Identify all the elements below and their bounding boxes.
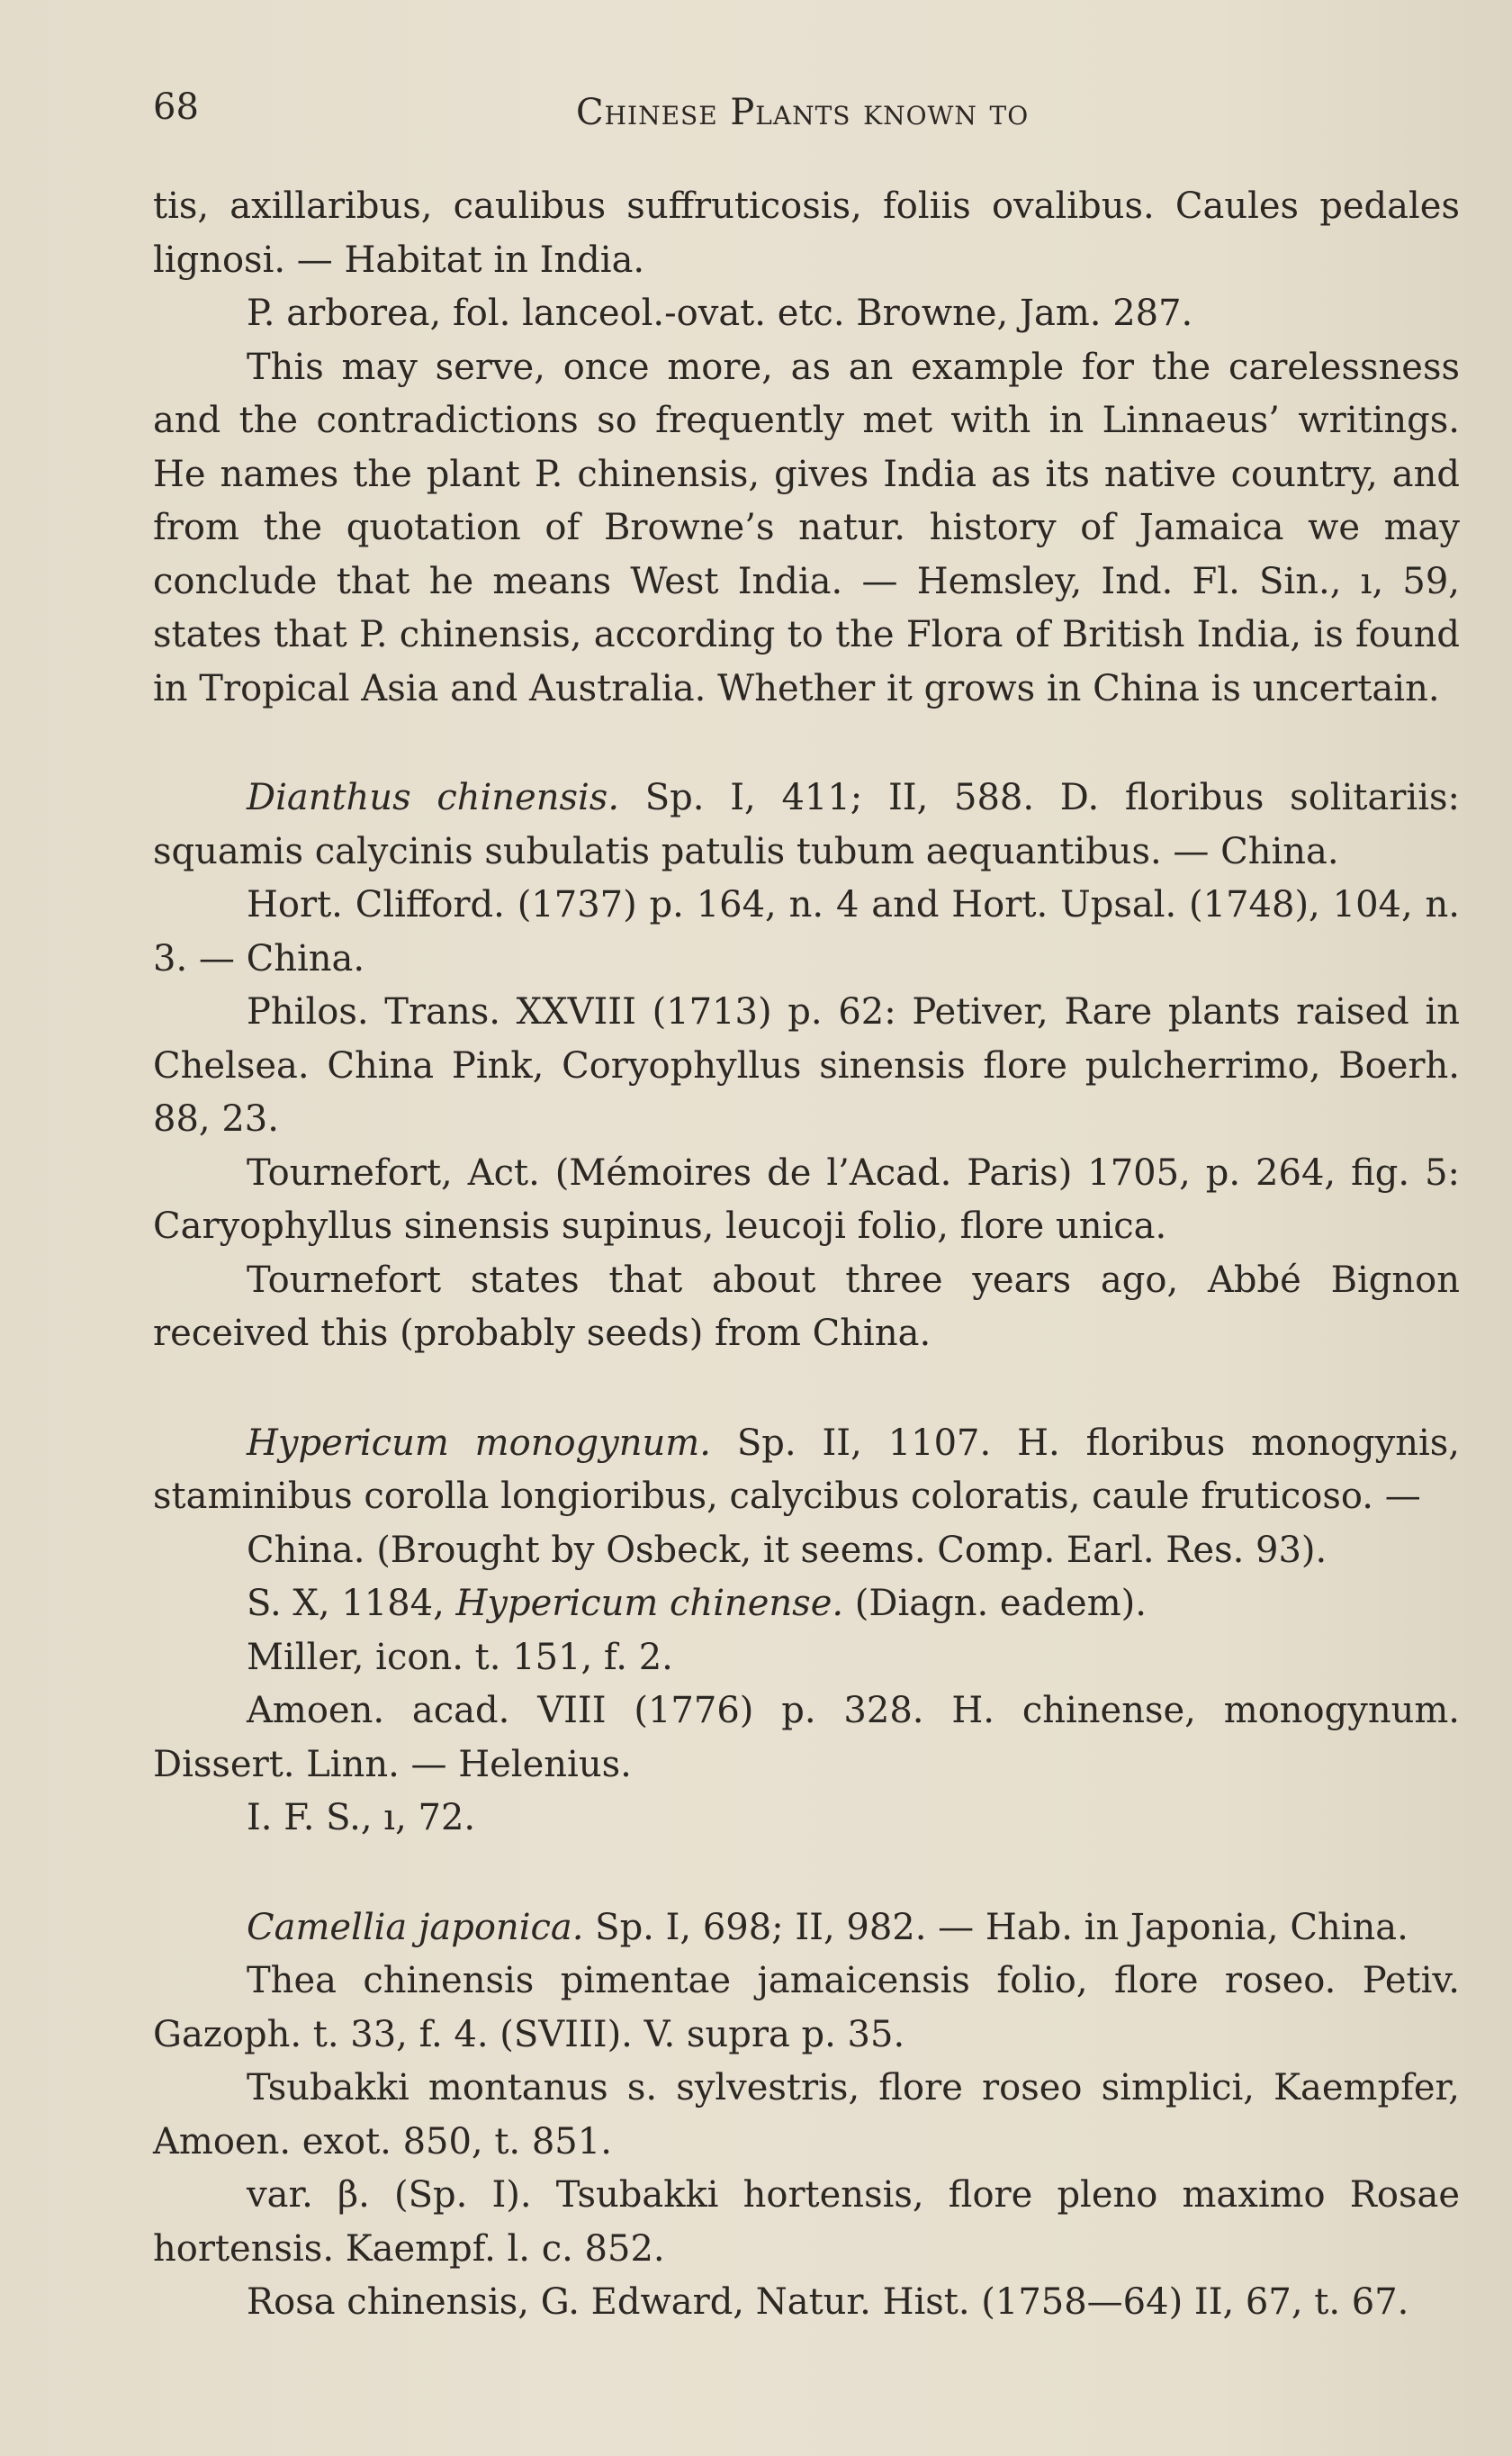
paragraph xyxy=(153,1792,1460,1846)
paragraph xyxy=(153,772,1460,879)
paragraph xyxy=(153,2062,1460,2169)
paragraph-text: I. F. S., ı, 72. xyxy=(247,1797,476,1838)
paragraph xyxy=(153,1524,1460,1578)
paragraph xyxy=(153,1417,1460,1524)
paragraph xyxy=(153,1684,1460,1792)
paragraph-text: Miller, icon. t. 151, f. 2. xyxy=(247,1636,673,1678)
page-header xyxy=(153,86,1458,140)
paragraph-text: Tournefort states that about three years ago, Abbé Bignon received this (probably seeds) from China. xyxy=(153,1259,1460,1354)
section-gap xyxy=(153,716,1460,772)
paragraph xyxy=(153,879,1460,986)
paragraph-text: Sp. II, 1107. H. floribus monogynis, staminibus corolla longioribus, calycibus coloratis, caule fruticoso. — xyxy=(153,1422,1460,1517)
paragraph xyxy=(153,1577,1460,1631)
species-name: Camellia japonica. xyxy=(247,1906,584,1948)
species-name: Hypericum monogynum. xyxy=(247,1422,711,1464)
citation-prefix: S. X, 1184, xyxy=(247,1583,456,1624)
paragraph-text: China. (Brought by Osbeck, it seems. Comp. Earl. Res. 93). xyxy=(247,1529,1328,1571)
paragraph xyxy=(153,341,1460,717)
entry-section xyxy=(153,1417,1460,1846)
paragraph xyxy=(153,1147,1460,1254)
paragraph xyxy=(153,287,1460,341)
entry-section xyxy=(153,772,1460,1361)
paragraph-text: Tournefort, Act. (Mémoires de l’Acad. Paris) 1705, p. 264, fig. 5: Caryophyllus sinensis supinus, leucoji folio, flore unica. xyxy=(153,1151,1460,1247)
paragraph-text: Thea chinensis pimentae jamaicensis folio, flore roseo. Petiv. Gazoph. t. 33, f. 4. (SVIII). V. supra p. 35. xyxy=(153,1960,1460,2055)
paragraph-text: tis, axillaribus, caulibus suffruticosis, foliis ovalibus. Caules pedales lignosi. — Habitat in India. xyxy=(153,185,1460,281)
paragraph xyxy=(153,1631,1460,1685)
paragraph-text: This may serve, once more, as an example for the carelessness and the contradictions so frequently met with in Linnaeus’ writings. He names the plant P. chinensis, gives India as its native country, and from the quotation of Browne’s natur. history of Jamaica we may conclude that he means West India. — Hemsley, Ind. Fl. Sin., ı, 59, states that P. chinensis, according to the Flora of British India, is found in Tropical Asia and Australia. Whether it grows in China is uncertain. xyxy=(153,346,1460,709)
paragraph xyxy=(153,2169,1460,2276)
paragraph xyxy=(153,986,1460,1147)
paragraph xyxy=(153,180,1460,287)
paragraph-text: Philos. Trans. XXVIII (1713) p. 62: Petiver, Rare plants raised in Chelsea. China Pink, Coryophyllus sinensis flore pulcherrimo, Boerh. 88, 23. xyxy=(153,991,1460,1140)
paragraph-text: var. β. (Sp. I). Tsubakki hortensis, flore pleno maximo Rosae hortensis. Kaempf. l. c. 852. xyxy=(153,2174,1460,2270)
entry-section xyxy=(153,180,1460,716)
paragraph xyxy=(153,1901,1460,1955)
paragraph xyxy=(153,2276,1460,2330)
paragraph-text: Sp. I, 698; II, 982. — Hab. in Japonia, China. xyxy=(583,1906,1408,1948)
paragraph-text: (Diagn. eadem). xyxy=(843,1583,1147,1624)
entry-section xyxy=(153,1901,1460,2330)
section-gap xyxy=(153,1846,1460,1901)
paragraph-text: Rosa chinensis, G. Edward, Natur. Hist. (1758—64) II, 67, t. 67. xyxy=(247,2281,1409,2323)
paragraph-text: Amoen. acad. VIII (1776) p. 328. H. chinense, monogynum. Dissert. Linn. — Helenius. xyxy=(153,1690,1460,1785)
section-gap xyxy=(153,1361,1460,1417)
paragraph-text: P. arborea, fol. lanceol.-ovat. etc. Browne, Jam. 287. xyxy=(247,293,1193,334)
page-number: 68 xyxy=(153,86,199,128)
paragraph-text: Hort. Clifford. (1737) p. 164, n. 4 and Hort. Upsal. (1748), 104, n. 3. — China. xyxy=(153,884,1460,980)
paragraph-text: Sp. I, 411; II, 588. D. floribus solitariis: squamis calycinis subulatis patulis tubum aequantibus. — China. xyxy=(153,777,1461,872)
paragraph xyxy=(153,1955,1460,2062)
species-name: Dianthus chinensis. xyxy=(247,777,620,818)
page-body xyxy=(153,180,1460,2330)
paragraph xyxy=(153,1254,1460,1361)
species-name: Hypericum chinense. xyxy=(455,1583,844,1624)
running-title: Chinese Plants known to xyxy=(576,92,1030,133)
paragraph-text: Tsubakki montanus s. sylvestris, flore roseo simplici, Kaempfer, Amoen. exot. 850, t. 851. xyxy=(153,2067,1460,2163)
